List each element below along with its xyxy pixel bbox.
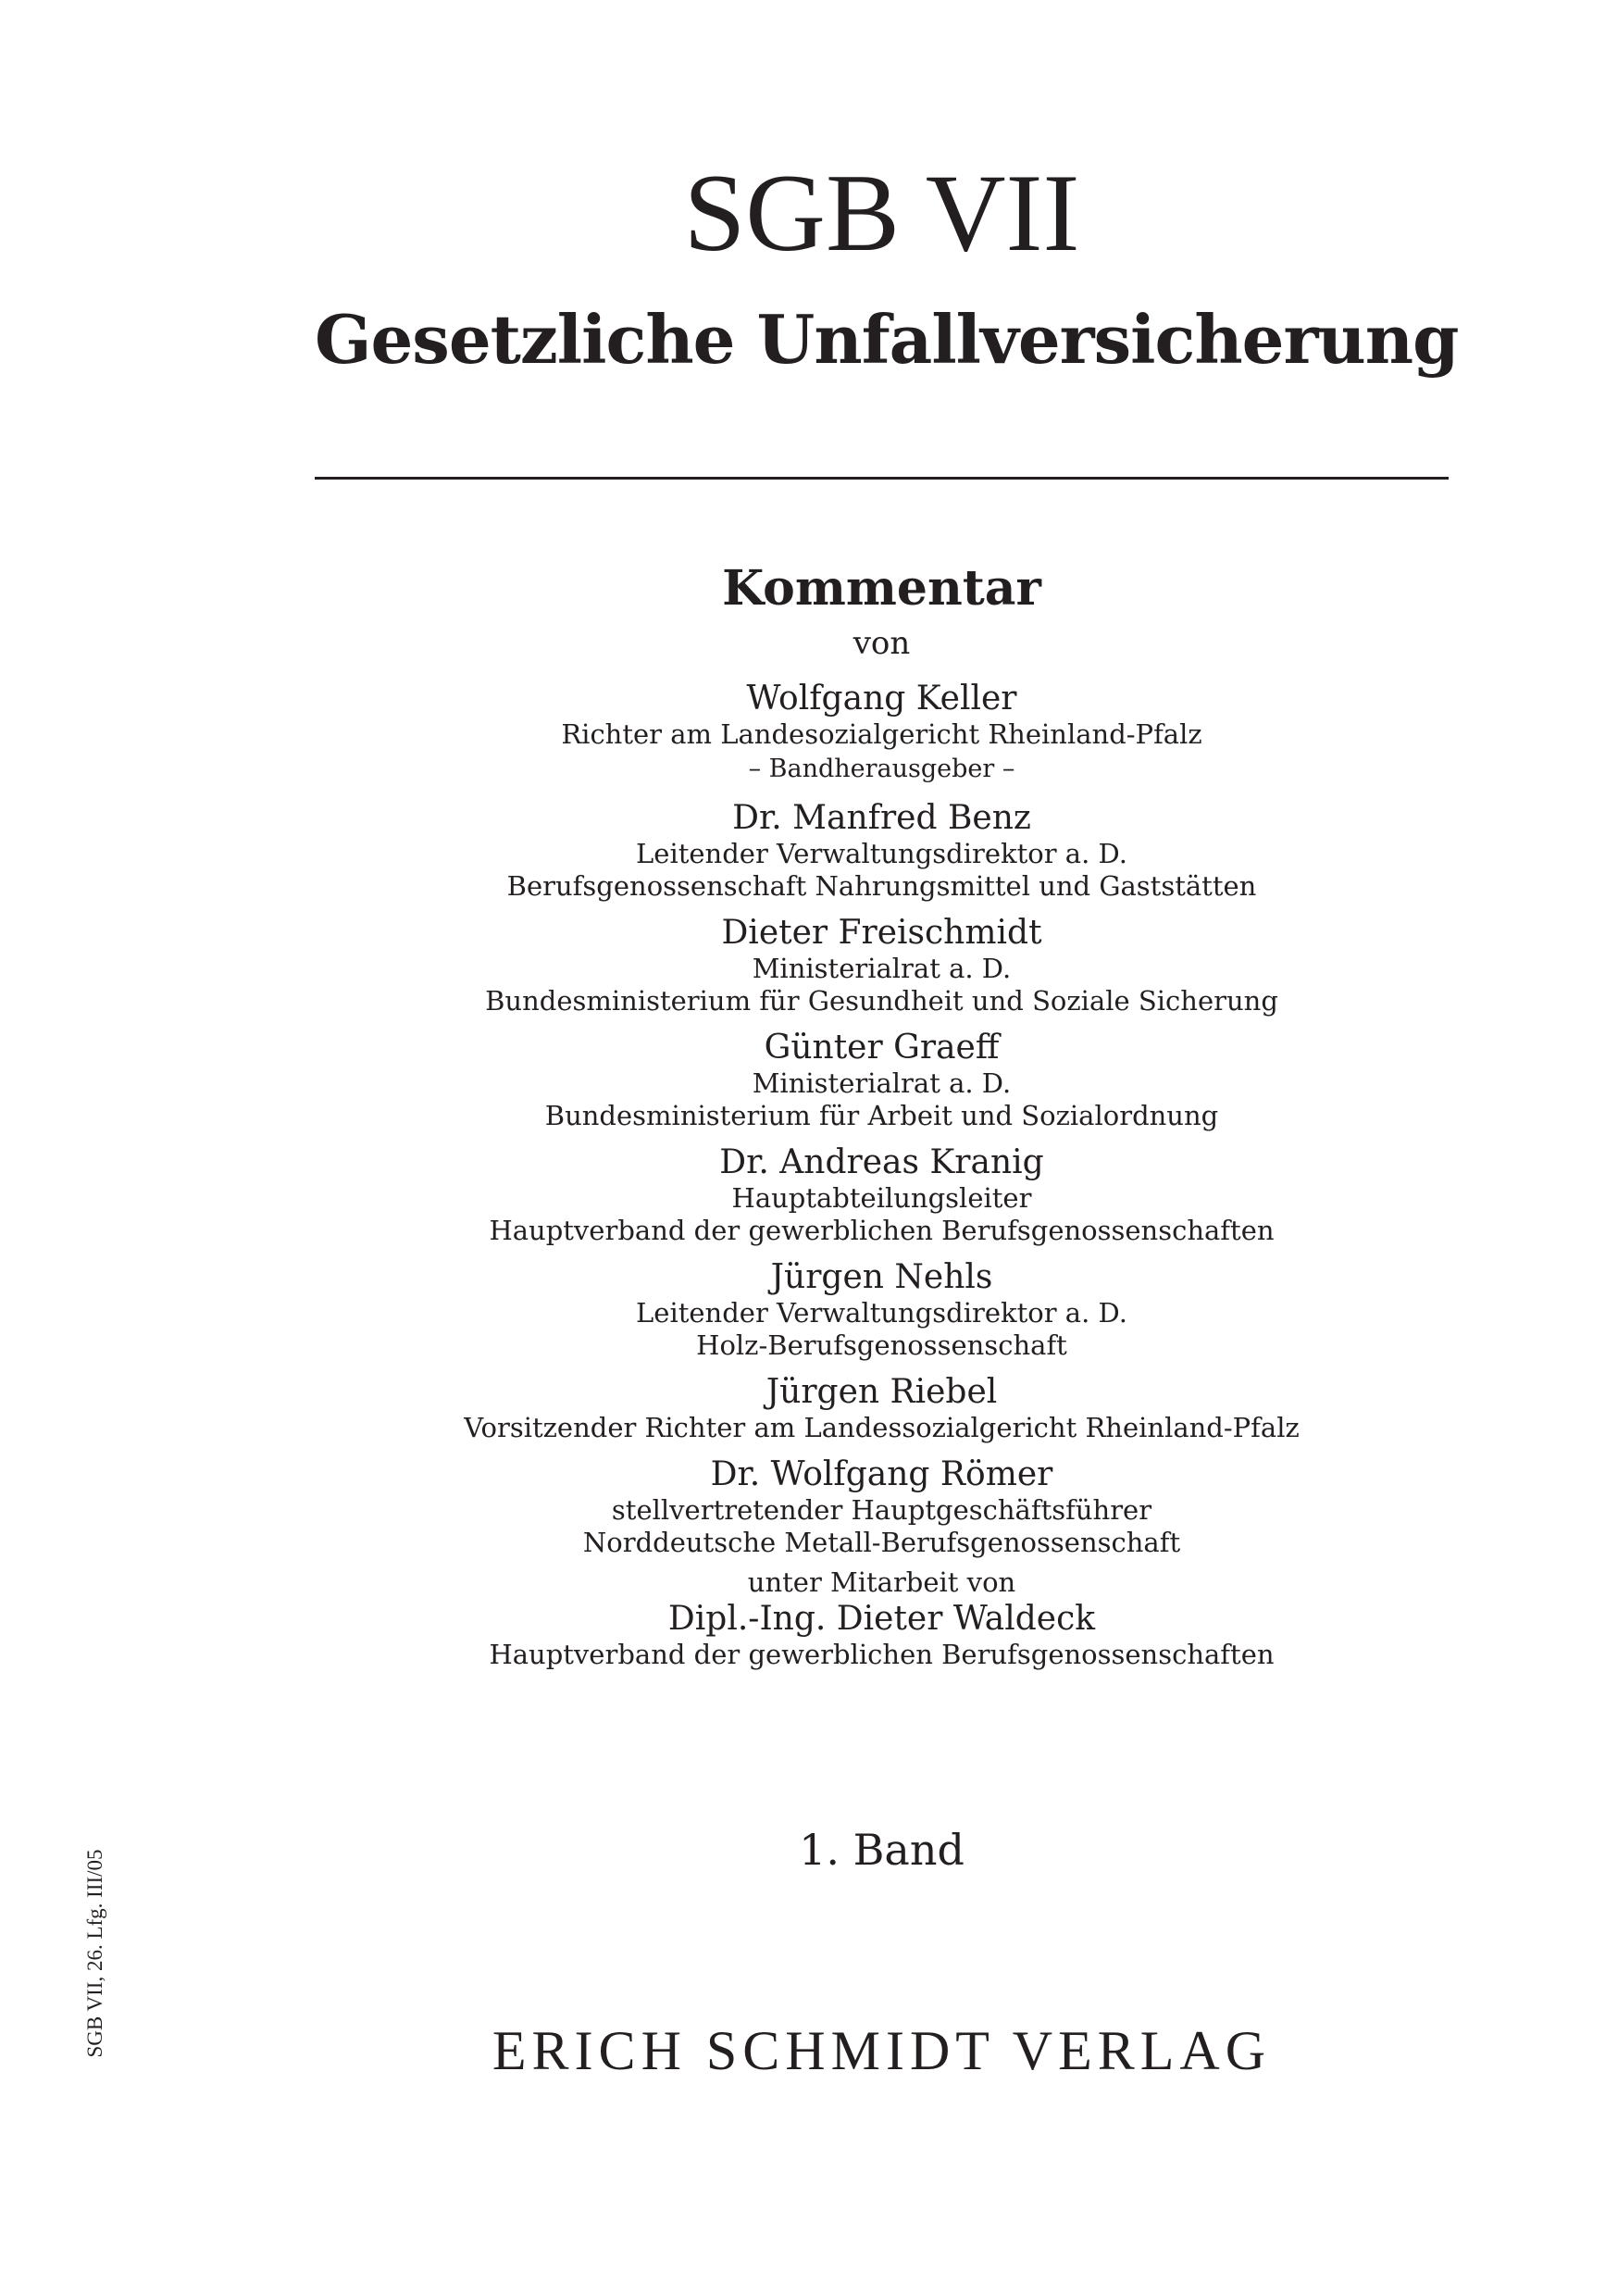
publisher-name: ERICH SCHMIDT VERLAG (492, 2020, 1272, 2081)
book-subtitle: Gesetzliche Unfallversicherung (315, 300, 1459, 379)
author-entry (315, 1029, 1449, 1132)
edition-side-note-text: SGB VII, 26. Lfg. III/05 (83, 1849, 106, 2058)
collaboration-block (315, 1565, 1449, 1671)
book-title: SGB VII (683, 151, 1080, 274)
author-entry (315, 799, 1449, 903)
author-name: Dr. Wolfgang Römer (710, 1455, 1053, 1493)
author-title: Leitender Verwaltungsdirektor a. D. (636, 838, 1127, 869)
commentary-heading: Kommentar (722, 560, 1041, 617)
author-affiliation: Berufsgenossenschaft Nahrungsmittel und Gaststätten (506, 870, 1257, 902)
author-title: Hauptabteilungsleiter (731, 1182, 1032, 1214)
author-entry (315, 1373, 1449, 1444)
author-list (315, 680, 1449, 1570)
editor-role: – Bandherausgeber – (748, 755, 1015, 783)
author-name: Dr. Andreas Kranig (719, 1143, 1044, 1181)
title-divider (315, 477, 1449, 480)
author-entry (315, 914, 1449, 1017)
author-affiliation: Hauptverband der gewerblichen Berufsgenossenschaften (489, 1215, 1275, 1246)
author-entry (315, 1455, 1449, 1559)
author-entry (315, 1258, 1449, 1362)
author-name: Jürgen Nehls (770, 1258, 993, 1296)
commentary-by: von (853, 625, 911, 662)
volume-label: 1. Band (799, 1825, 965, 1875)
author-affiliation: Norddeutsche Metall-Berufsgenossenschaft (582, 1527, 1181, 1558)
author-affiliation: Vorsitzender Richter am Landessozialgericht Rheinland-Pfalz (464, 1412, 1300, 1443)
author-name: Jürgen Riebel (765, 1373, 998, 1411)
author-affiliation: Bundesministerium für Arbeit und Sozialordnung (544, 1100, 1219, 1131)
author-name: Wolfgang Keller (746, 680, 1017, 718)
author-name: Dr. Manfred Benz (732, 799, 1031, 837)
collaborator-affiliation: Hauptverband der gewerblichen Berufsgenossenschaften (489, 1639, 1275, 1670)
author-title: Ministerialrat a. D. (752, 1067, 1012, 1099)
author-entry (315, 680, 1449, 788)
author-affiliation: Holz-Berufsgenossenschaft (696, 1329, 1067, 1361)
author-title: Leitender Verwaltungsdirektor a. D. (636, 1297, 1127, 1329)
author-affiliation: Richter am Landesozialgericht Rheinland-Pfalz (561, 718, 1202, 750)
author-name: Dieter Freischmidt (721, 914, 1042, 952)
collaboration-intro: unter Mitarbeit von (747, 1566, 1016, 1598)
collaborator-name: Dipl.-Ing. Dieter Waldeck (667, 1600, 1096, 1638)
author-title: stellvertretender Hauptgeschäftsführer (611, 1494, 1152, 1526)
author-affiliation: Bundesministerium für Gesundheit und Soziale Sicherung (485, 985, 1278, 1017)
author-title: Ministerialrat a. D. (752, 953, 1012, 984)
author-name: Günter Graeff (764, 1029, 1000, 1067)
author-entry (315, 1143, 1449, 1247)
